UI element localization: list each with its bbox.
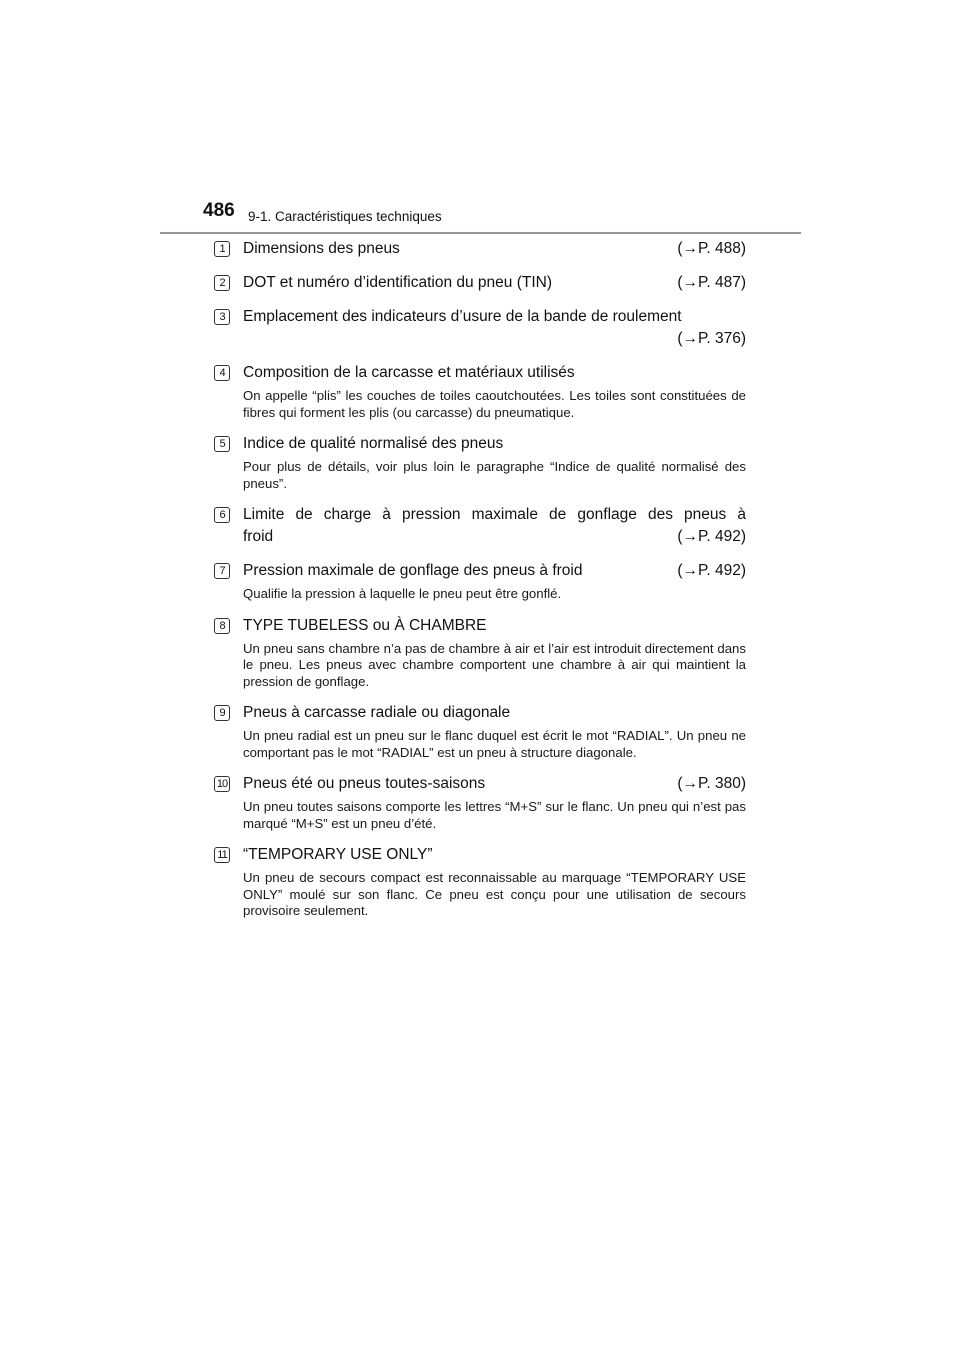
list-item: [214, 362, 746, 421]
list-item: [214, 560, 746, 603]
list-item: [214, 702, 746, 761]
item-description: Un pneu toutes saisons comporte les lettres “M+S” sur le flanc. Un pneu qui n’est pas marqué “M+S” est un pneu d’été.: [243, 799, 746, 831]
number-5-icon: 5: [214, 436, 230, 452]
number-11-icon: 11: [214, 847, 230, 863]
item-title: “TEMPORARY USE ONLY”: [243, 846, 433, 863]
item-title: DOT et numéro d’identification du pneu (TIN): [243, 274, 553, 291]
list-item: [214, 504, 746, 548]
number-2-icon: 2: [214, 275, 230, 291]
list-item: [214, 615, 746, 691]
item-title: Dimensions des pneus: [243, 240, 400, 257]
item-title: Indice de qualité normalisé des pneus: [243, 435, 504, 452]
item-title: Pneus été ou pneus toutes-saisons: [243, 775, 486, 792]
page-reference: (→P. 380): [677, 775, 746, 792]
item-description: Un pneu sans chambre n’a pas de chambre à air et l’air est introduit directement dans le pneu. Les pneus avec chambre comportent une chambre à air qui maintient la pression de gonflage.: [243, 640, 746, 689]
item-title: TYPE TUBELESS ou À CHAMBRE: [243, 616, 487, 634]
list-item: [214, 773, 746, 832]
item-title-continued: froid: [243, 528, 274, 545]
page-number: 486: [203, 200, 235, 221]
list-item: [214, 433, 746, 492]
tire-label-list: [214, 238, 746, 932]
number-7-icon: 7: [214, 563, 230, 579]
item-title: Limite de charge à pression maximale de gonflage des pneus à: [243, 506, 746, 523]
list-item: [214, 238, 746, 260]
item-title: Composition de la carcasse et matériaux utilisés: [243, 364, 575, 381]
item-title: Pneus à carcasse radiale ou diagonale: [243, 704, 511, 721]
number-4-icon: 4: [214, 365, 230, 381]
page-reference: (→P. 492): [677, 562, 746, 579]
header-rule: [160, 232, 801, 234]
page-reference: (→P. 492): [677, 528, 746, 545]
section-title: 9-1. Caractéristiques techniques: [248, 209, 442, 224]
list-item: [214, 844, 746, 920]
item-description: Un pneu de secours compact est reconnaissable au marquage “TEMPORARY USE ONLY” moulé sur son flanc. Ce pneu est conçu pour une utilisation de secours provisoire seulement.: [243, 870, 746, 918]
number-9-icon: 9: [214, 705, 230, 721]
list-item: [214, 306, 746, 350]
item-description: Pour plus de détails, voir plus loin le paragraphe “Indice de qualité normalisé des pneus”.: [243, 459, 746, 491]
number-10-icon: 10: [214, 776, 230, 792]
item-description: On appelle “plis” les couches de toiles caoutchoutées. Les toiles sont constituées de fibres qui forment les plis (ou carcasse) du pneumatique.: [243, 388, 746, 420]
page-reference: (→P. 487): [677, 274, 746, 291]
page-reference: (→P. 488): [677, 240, 746, 257]
number-8-icon: 8: [214, 618, 230, 634]
page-reference: (→P. 376): [677, 330, 746, 347]
number-6-icon: 6: [214, 507, 230, 523]
number-1-icon: 1: [214, 241, 230, 257]
number-3-icon: 3: [214, 309, 230, 325]
list-item: [214, 272, 746, 294]
item-description: Un pneu radial est un pneu sur le flanc duquel est écrit le mot “RADIAL”. Un pneu ne comportant pas le mot “RADIAL” est un pneu à structure diagonale.: [243, 728, 746, 760]
item-title: Emplacement des indicateurs d’usure de la bande de roulement: [243, 308, 682, 325]
item-description: Qualifie la pression à laquelle le pneu peut être gonflé.: [243, 586, 562, 601]
item-title: Pression maximale de gonflage des pneus à froid: [243, 562, 583, 579]
